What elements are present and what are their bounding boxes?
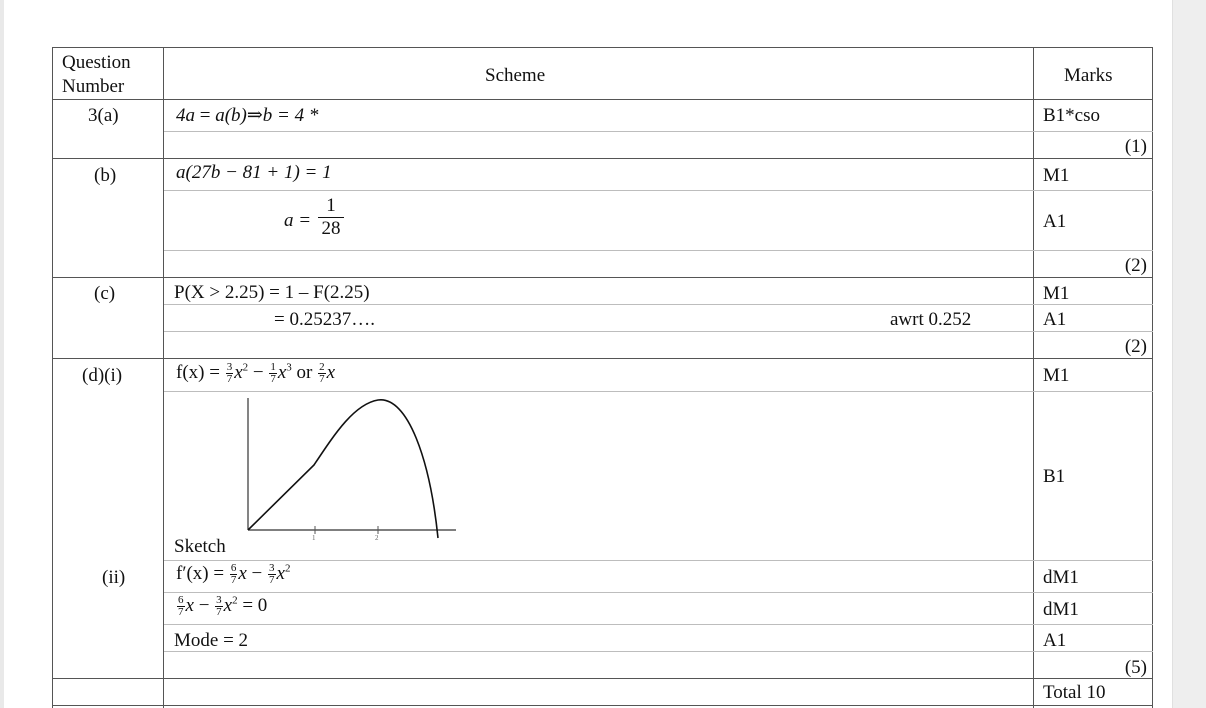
table-border-top	[52, 47, 1153, 48]
column-divider-question	[163, 47, 164, 708]
sketch-tick-label-1: 1	[312, 534, 316, 542]
subtotal-3d: (5)	[1124, 657, 1147, 678]
question-3a: 3(a)	[88, 105, 119, 126]
sketch-graph	[238, 390, 462, 548]
scheme-3b-line1: a(27b − 81 + 1) = 1	[176, 162, 332, 183]
question-3d-i: (d)(i)	[82, 365, 123, 386]
header-scheme: Scheme	[485, 65, 546, 86]
row-d-subline-5	[164, 651, 1153, 652]
scheme-3c-line2: = 0.25237….	[274, 309, 375, 330]
subtotal-3b: (2)	[1124, 255, 1147, 276]
scheme-3b-a-equals: a =	[284, 210, 312, 231]
mark-3c-1: M1	[1043, 283, 1070, 304]
row-a-divider	[52, 158, 1153, 159]
mark-3d-ii-2: dM1	[1043, 599, 1079, 620]
scheme-3c-line1: P(X > 2.25) = 1 – F(2.25)	[174, 282, 370, 303]
row-b-subline-2	[164, 250, 1153, 251]
question-3b: (b)	[94, 165, 117, 186]
row-total-divider	[52, 705, 1153, 706]
mark-3d-ii-1: dM1	[1043, 567, 1079, 588]
row-d-subline-3	[164, 592, 1153, 593]
scheme-3c-awrt: awrt 0.252	[890, 309, 972, 330]
scheme-3d-mode: Mode = 2	[174, 630, 249, 651]
mark-3c-2: A1	[1043, 309, 1067, 330]
table-border-left	[52, 47, 53, 708]
mark-3b-2: A1	[1043, 211, 1067, 232]
table-border-right	[1152, 47, 1153, 708]
mark-3b-1: M1	[1043, 165, 1070, 186]
scheme-3d-equation: $\frac{6}{7}$ x − $\frac{3}{7}$ $x^2 = 0$	[178, 594, 268, 619]
row-b-divider	[52, 277, 1153, 278]
header-question-line2: Number	[62, 76, 125, 97]
header-marks: Marks	[1064, 65, 1113, 86]
row-c-divider	[52, 358, 1153, 359]
mark-3d-sketch: B1	[1043, 466, 1066, 487]
row-c-subline-2	[164, 331, 1153, 332]
page-edge-left	[0, 0, 4, 708]
mark-3d-ii-3: A1	[1043, 630, 1067, 651]
question-3d-ii: (ii)	[102, 567, 126, 588]
row-a-subline	[164, 131, 1153, 132]
mark-3d-i-1: M1	[1043, 365, 1070, 386]
row-d-divider	[52, 678, 1153, 679]
sketch-curve	[248, 400, 438, 538]
subtotal-3c: (2)	[1124, 336, 1147, 357]
subtotal-3a: (1)	[1124, 136, 1147, 157]
question-3c: (c)	[94, 283, 116, 304]
mark-scheme-table	[52, 47, 1153, 708]
header-divider	[52, 99, 1153, 100]
row-d-subline-2	[164, 560, 1153, 561]
header-question-line1: Question	[62, 52, 131, 73]
total-marks: Total 10	[1043, 682, 1106, 703]
fraction-numerator: 1	[318, 195, 344, 218]
scheme-3a-line1: 4a = a(b)⇒b = 4 *	[176, 105, 319, 126]
scheme-3d-fx: f(x) = $\frac{3}{7}$ $x^2$ − $\frac{1}{7}$ $x^3$ or $\frac{2}{7}$ x	[176, 361, 336, 386]
sketch-tick-label-2: 2	[375, 534, 379, 542]
row-c-subline-1	[164, 304, 1153, 305]
mark-3a: B1*cso	[1043, 105, 1100, 126]
page-edge-right	[1172, 0, 1206, 708]
scheme-3d-fprime: f′(x) = $\frac{6}{7}$ x − $\frac{3}{7}$ $x^2$	[176, 562, 291, 587]
column-divider-marks	[1033, 47, 1034, 708]
row-b-subline-1	[164, 190, 1153, 191]
fraction-denominator: 28	[321, 218, 341, 239]
row-d-subline-4	[164, 624, 1153, 625]
sketch-label: Sketch	[174, 536, 226, 557]
scheme-3b-fraction	[318, 195, 344, 240]
